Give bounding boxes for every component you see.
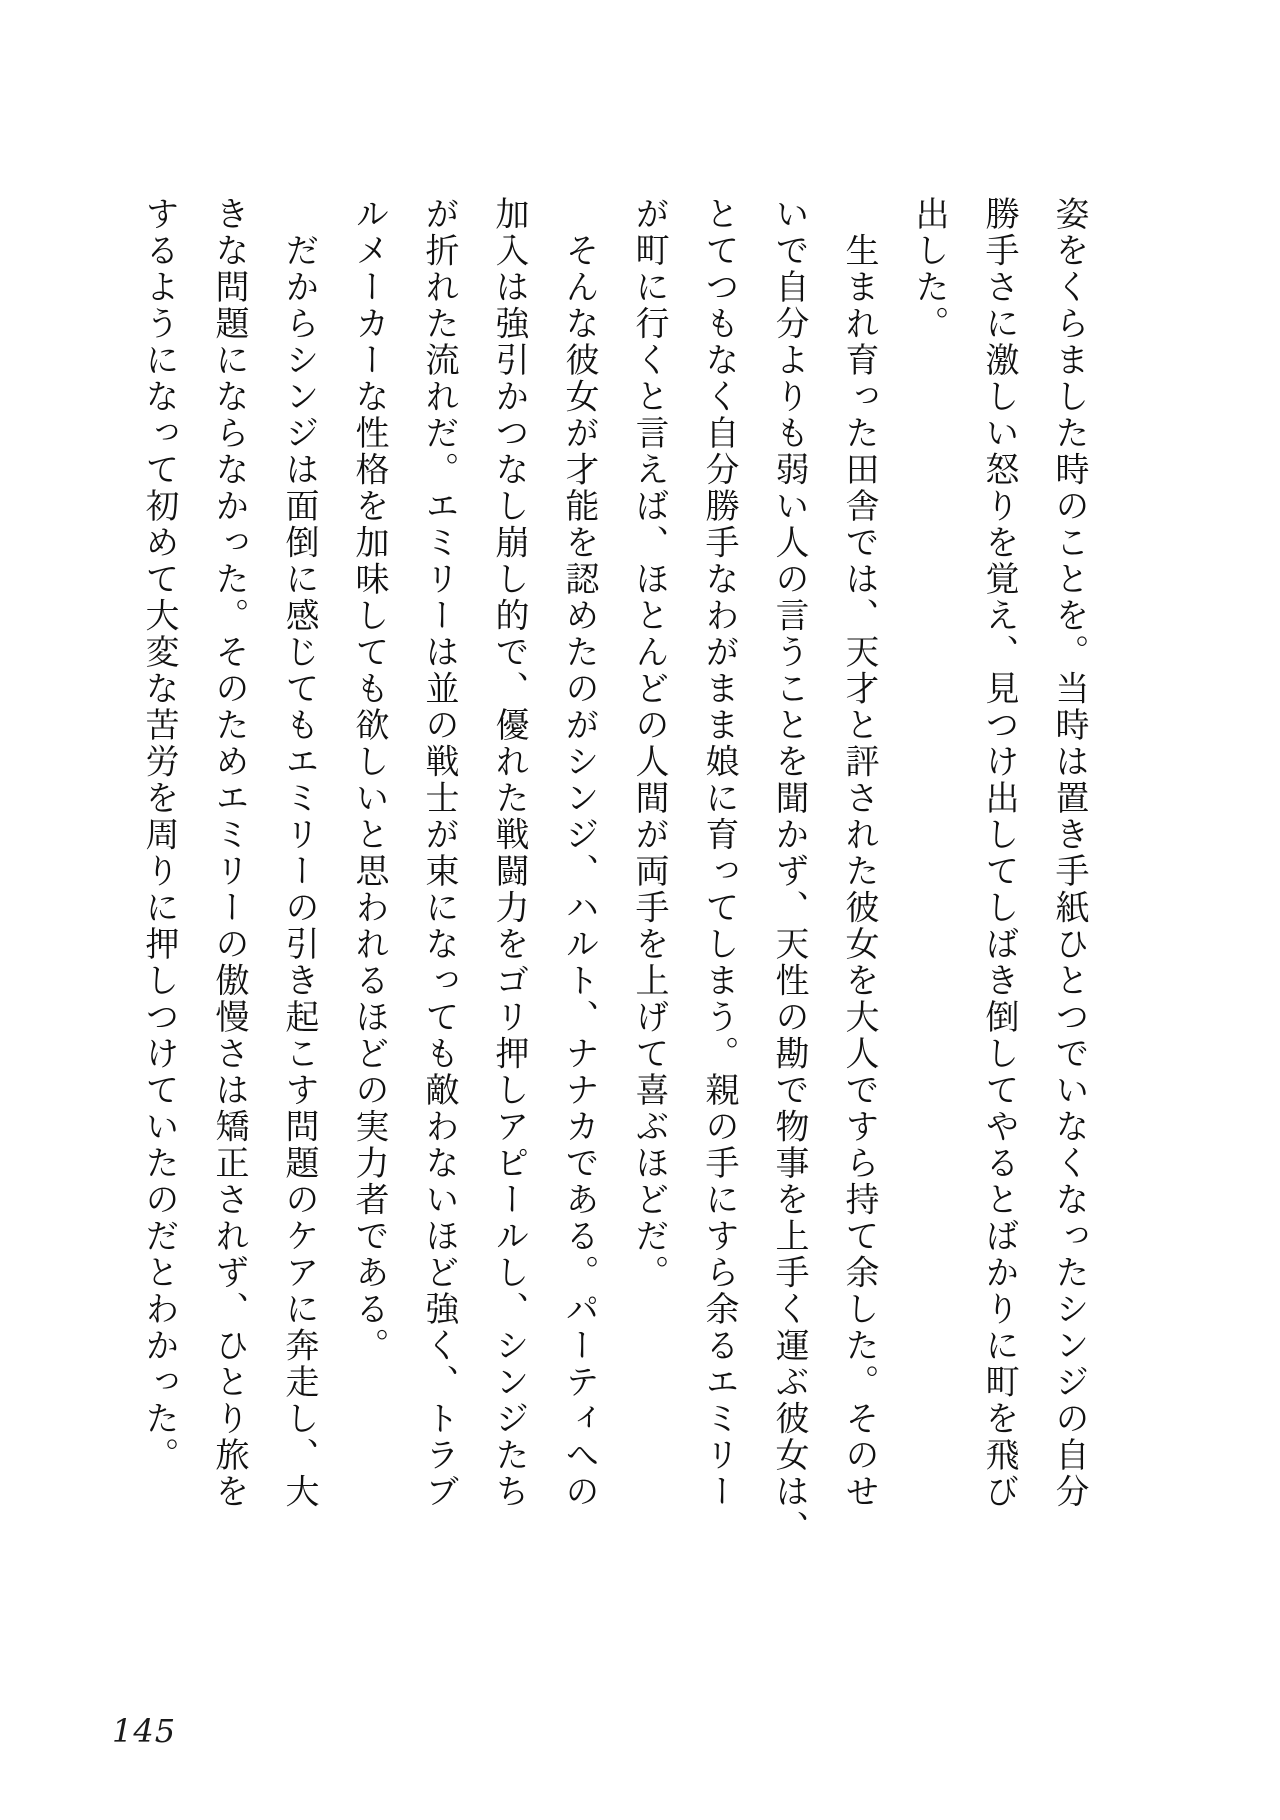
text-column-14: するようになって初めて大変な苦労を周りに押しつけていたのだとわかった。 [139,196,179,1474]
text-column-12: だからシンジは面倒に感じてもエミリーの引き起こす問題のケアに奔走し、大 [279,196,319,1510]
text-column-11: ルメーカーな性格を加味しても欲しいと思われるほどの実力者である。 [349,196,389,1364]
text-column-2: 勝手さに激しい怒りを覚え、見つけ出してしばき倒してやるとばかりに町を飛び [979,196,1019,1510]
text-column-13: きな問題にならなかった。そのためエミリーの傲慢さは矯正されず、ひとり旅を [209,196,249,1510]
page-number: 145 [112,1712,177,1750]
text-column-4: 生まれ育った田舎では、天才と評された彼女を大人ですら持て余した。そのせ [839,196,879,1510]
vertical-text-block [124,196,1104,1547]
text-column-10: が折れた流れだ。エミリーは並の戦士が束になっても敵わないほど強く、トラブ [419,196,459,1510]
text-column-5: いで自分よりも弱い人の言うことを聞かず、天性の勘で物事を上手く運ぶ彼女は、 [769,196,809,1547]
text-column-1: 姿をくらました時のことを。当時は置き手紙ひとつでいなくなったシンジの自分 [1049,196,1089,1510]
text-column-9: 加入は強引かつなし崩し的で、優れた戦闘力をゴリ押しアピールし、シンジたち [489,196,529,1510]
text-column-3: 出した。 [909,196,949,342]
text-column-6: とてつもなく自分勝手なわがまま娘に育ってしまう。親の手にすら余るエミリー [699,196,739,1510]
text-column-7: が町に行くと言えば、ほとんどの人間が両手を上げて喜ぶほどだ。 [629,196,669,1291]
text-column-8: そんな彼女が才能を認めたのがシンジ、ハルト、ナナカである。パーティへの [559,196,599,1510]
